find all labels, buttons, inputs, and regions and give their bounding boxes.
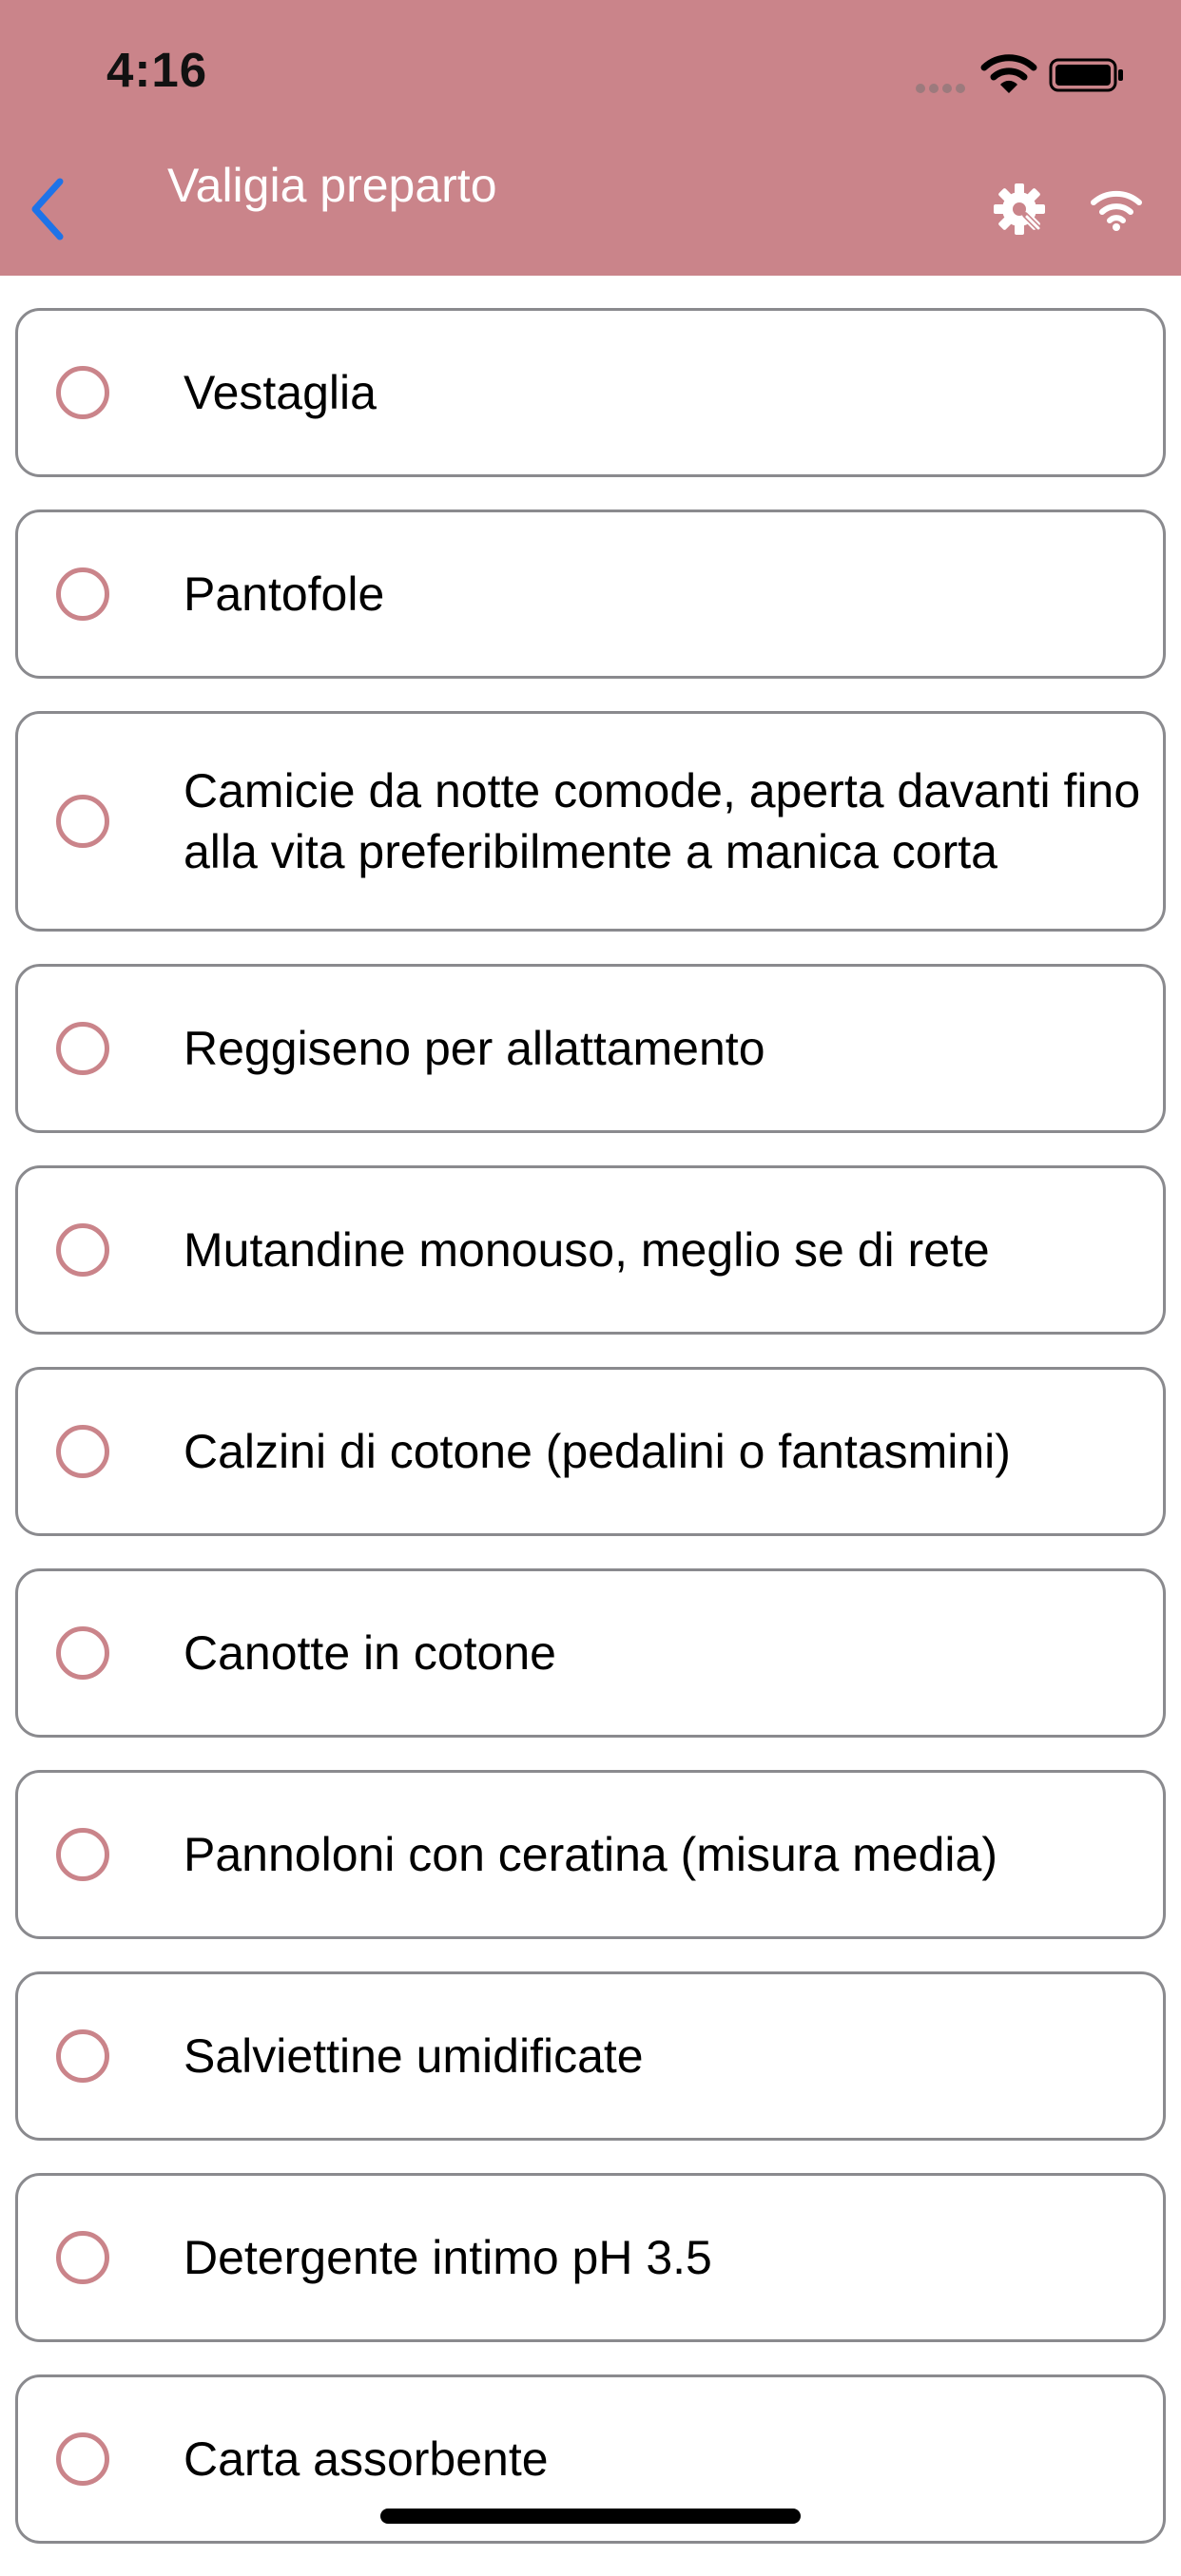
list-item[interactable] (15, 1568, 1166, 1738)
chevron-left-icon (28, 178, 66, 240)
list-item[interactable] (15, 1971, 1166, 2141)
cellular-signal-icon (915, 82, 966, 95)
list-item[interactable] (15, 711, 1166, 932)
back-button[interactable] (13, 171, 80, 247)
radio-unchecked-icon[interactable] (56, 1828, 109, 1881)
item-label: Vestaglia (184, 366, 377, 419)
radio-unchecked-icon[interactable] (56, 366, 109, 419)
list-item[interactable] (15, 964, 1166, 1133)
radio-unchecked-icon[interactable] (56, 2432, 109, 2486)
item-label: Pannoloni con ceratina (misura media) (184, 1828, 997, 1881)
home-indicator[interactable] (380, 2509, 801, 2524)
item-label: Reggiseno per allattamento (184, 1022, 765, 1075)
item-label: Pantofole (184, 567, 385, 621)
gear-icon[interactable] (993, 183, 1046, 236)
page-title: Valigia preparto (167, 159, 497, 212)
checklist (15, 308, 1166, 2576)
list-item[interactable] (15, 1165, 1166, 1335)
list-item[interactable] (15, 1367, 1166, 1536)
item-label: Detergente intimo pH 3.5 (184, 2231, 712, 2284)
list-item[interactable] (15, 308, 1166, 477)
wifi-status-icon (981, 53, 1036, 95)
radio-unchecked-icon[interactable] (56, 1223, 109, 1277)
wifi-icon[interactable] (1090, 186, 1143, 232)
status-time: 4:16 (106, 43, 208, 97)
radio-unchecked-icon[interactable] (56, 1022, 109, 1075)
item-label: Mutandine monouso, meglio se di rete (184, 1223, 990, 1277)
radio-unchecked-icon[interactable] (56, 2231, 109, 2284)
list-item[interactable] (15, 1770, 1166, 1939)
item-label: Calzini di cotone (pedalini o fantasmini) (184, 1425, 1011, 1478)
list-item[interactable] (15, 509, 1166, 679)
battery-icon (1049, 57, 1125, 93)
checklist-scroll-area[interactable] (0, 276, 1181, 2486)
navigation-bar (0, 0, 1181, 276)
item-label: Camicie da notte comode, aperta davanti fino alla vita preferibilmente a manica corta (184, 764, 1141, 878)
radio-unchecked-icon[interactable] (56, 567, 109, 621)
radio-unchecked-icon[interactable] (56, 1626, 109, 1680)
item-label: Carta assorbente (184, 2432, 549, 2486)
radio-unchecked-icon[interactable] (56, 2029, 109, 2083)
radio-unchecked-icon[interactable] (56, 1425, 109, 1478)
item-label: Salviettine umidificate (184, 2029, 644, 2083)
item-label: Canotte in cotone (184, 1626, 556, 1680)
radio-unchecked-icon[interactable] (56, 795, 109, 848)
list-item[interactable] (15, 2173, 1166, 2342)
